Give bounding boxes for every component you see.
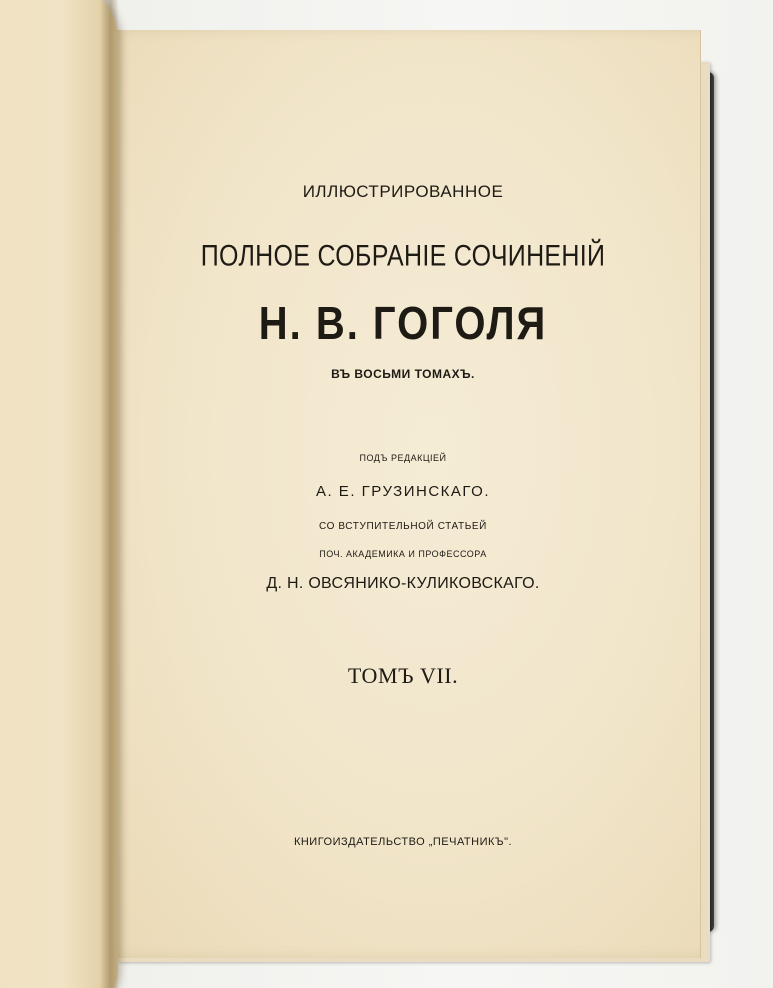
intro-with-label: СО ВСТУПИТЕЛЬНОЙ СТАТЬЕЙ xyxy=(319,521,487,532)
title-page xyxy=(106,30,701,958)
complete-works-heading: ПОЛНОЕ СОБРАНІЕ СОЧИНЕНІЙ xyxy=(200,239,606,273)
volume-number: ТОМЪ VII. xyxy=(347,663,459,688)
illustrated-heading: ИЛЛЮСТРИРОВАННОЕ xyxy=(302,182,504,201)
author-name: Н. В. ГОГОЛЯ xyxy=(258,298,548,350)
publisher-name: КНИГОИЗДАТЕЛЬСТВО „ПЕЧАТНИКЪ". xyxy=(293,836,513,848)
intro-author-name: Д. Н. ОВСЯНИКО-КУЛИКОВСКАГО. xyxy=(266,575,540,592)
editor-name: А. Е. ГРУЗИНСКАГО. xyxy=(315,483,491,500)
edited-by-label: ПОДЪ РЕДАКЦІЕЙ xyxy=(359,453,447,463)
volumes-count: ВЪ ВОСЬМИ ТОМАХЪ. xyxy=(331,367,475,381)
book-gutter xyxy=(100,0,118,988)
academic-label: ПОЧ. АКАДЕМИКА И ПРОФЕССОРА xyxy=(319,549,487,559)
